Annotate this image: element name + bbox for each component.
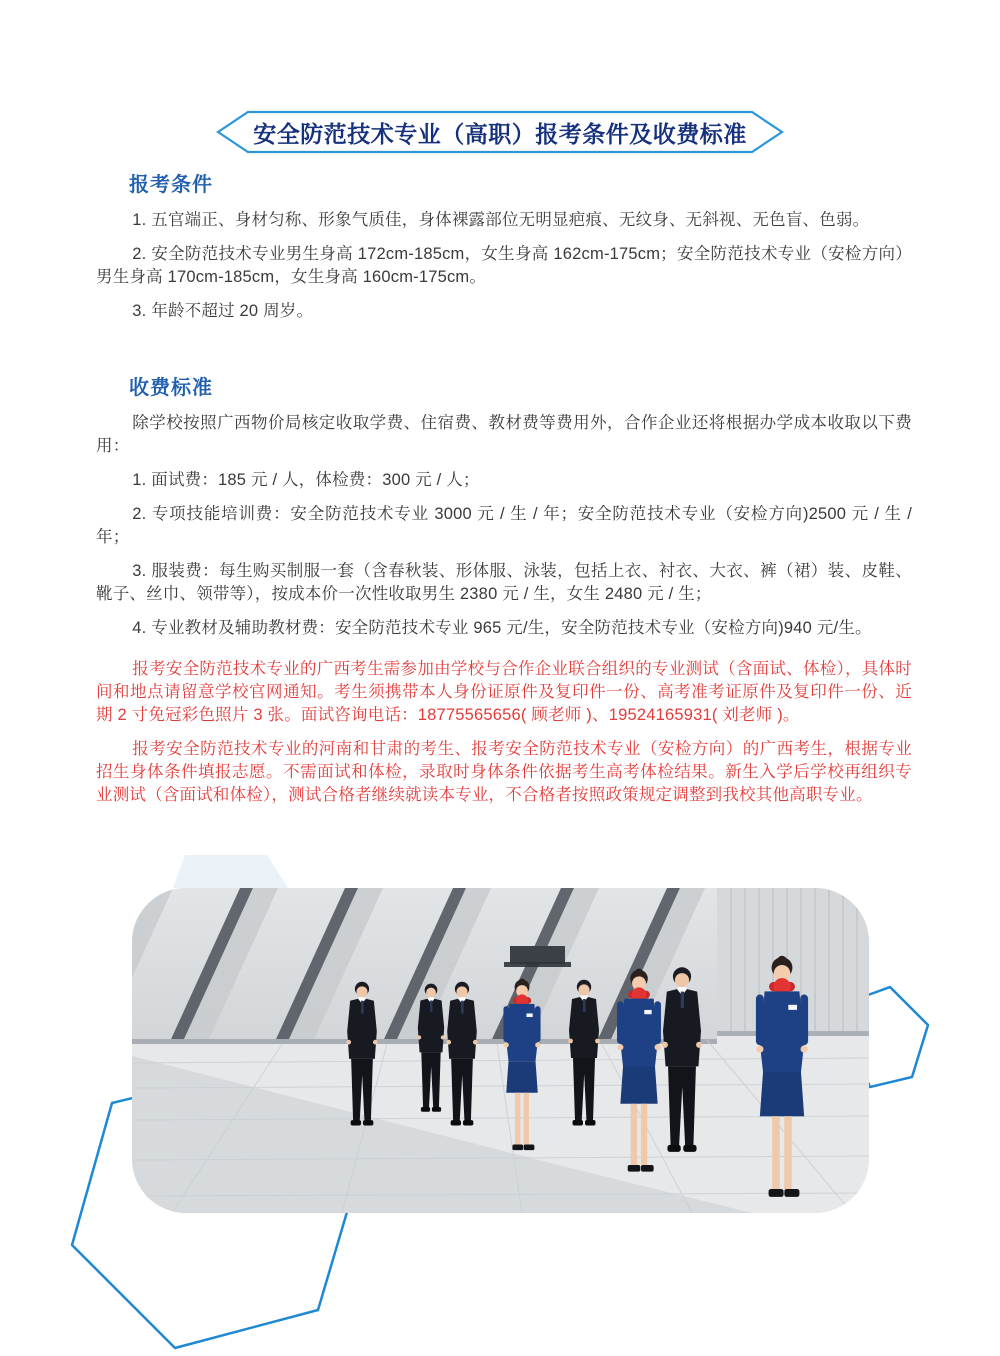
title-banner bbox=[215, 110, 785, 154]
notice-paragraph: 报考安全防范技术专业的河南和甘肃的考生、报考安全防范技术专业（安检方向）的广西考生，根据专业招生身体条件填报志愿。不需面试和体检，录取时身体条件依据考生高考体检结果。新生入学后学校再组织专业测试（含面试和体检），测试合格者继续就读本专业，不合格者按照政策规定调整到我校其他高职专业。 bbox=[96, 740, 912, 804]
condition-item: 2. 安全防范技术专业男生身高 172cm-185cm，女生身高 162cm-175cm；安全防范技术专业（安检方向）男生身高 170cm-185cm，女生身高 160cm-175cm。 bbox=[96, 245, 912, 286]
photo-illustration bbox=[132, 888, 869, 1213]
fee-item: 4. 专业教材及辅助教材费：安全防范技术专业 965 元/生，安全防范技术专业（安检方向)940 元/生。 bbox=[132, 619, 872, 637]
fee-item: 3. 服装费：每生购买制服一套（含春秋装、形体服、泳装，包括上衣、衬衣、大衣、裤（裙）装、皮鞋、靴子、丝巾、领带等），按成本价一次性收取男生 2380 元 / 生，女生 2480 元 / 生； bbox=[96, 562, 912, 603]
fee-item: 1. 面试费：185 元 / 人，体检费：300 元 / 人； bbox=[132, 471, 480, 489]
fees-intro: 除学校按照广西物价局核定收取学费、住宿费、教材费等费用外，合作企业还将根据办学成本收取以下费用： bbox=[96, 414, 912, 455]
condition-item: 3. 年龄不超过 20 周岁。 bbox=[132, 302, 314, 320]
decor-trapezoid bbox=[170, 853, 290, 889]
fee-item: 2. 专项技能培训费：安全防范技术专业 3000 元 / 生 / 年；安全防范技术专业（安检方向)2500 元 / 生 / 年； bbox=[96, 505, 912, 546]
entrance-canopy bbox=[504, 946, 571, 967]
content-area bbox=[96, 168, 912, 818]
section-heading-fees: 收费标准 bbox=[129, 377, 213, 399]
page-title: 安全防范技术专业（高职）报考条件及收费标准 bbox=[253, 120, 747, 147]
condition-item: 1. 五官端正、身材匀称、形象气质佳，身体裸露部位无明显疤痕、无纹身、无斜视、无色盲、色弱。 bbox=[132, 211, 870, 229]
notice-paragraph: 报考安全防范技术专业的广西考生需参加由学校与合作企业联合组织的专业测试（含面试、体检），具体时间和地点请留意学校官网通知。考生须携带本人身份证原件及复印件一份、高考准考证原件及复印件一份、近期 2 寸免冠彩色照片 3 张。面试咨询电话：18775565656( 顾老师 )、19524165931( 刘老师 )。 bbox=[96, 660, 912, 724]
section-heading-conditions: 报考条件 bbox=[129, 174, 213, 196]
